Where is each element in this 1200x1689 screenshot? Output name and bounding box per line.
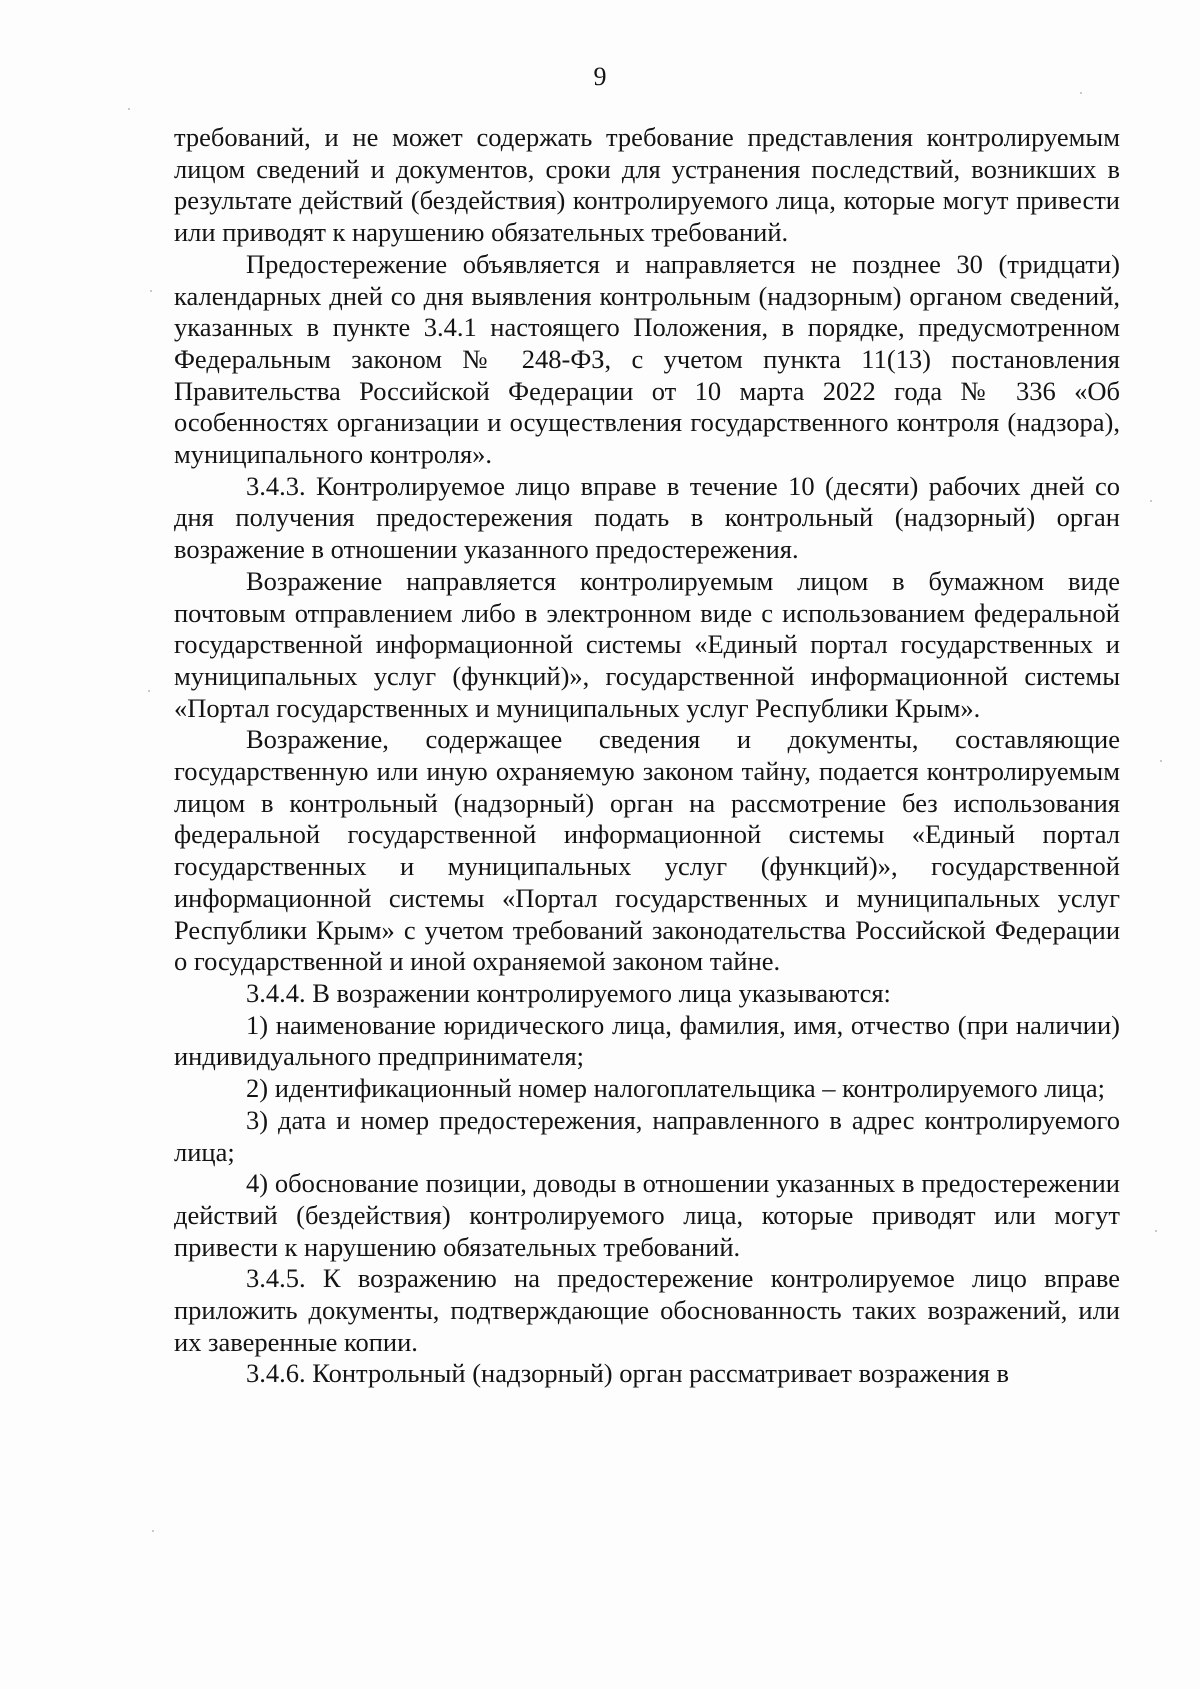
scan-speck (128, 108, 130, 110)
scan-speck (152, 1530, 154, 1532)
paragraph: 3.4.5. К возражению на предостережение контролируемое лицо вправе приложить документы, подтверждающие обоснованность таких возражений, или их заверенные копии. (174, 1263, 1120, 1357)
paragraph: 3.4.6. Контрольный (надзорный) орган рассматривает возражения в (246, 1358, 1010, 1389)
scan-speck (148, 690, 150, 692)
paragraph: 3.4.3. Контролируемое лицо вправе в течение 10 (десяти) рабочих дней со дня получения предостережения подать в контрольный (надзорный) орган возражение в отношении указанного предостережения. (174, 470, 1120, 565)
scan-speck (150, 290, 152, 292)
scan-speck (1080, 92, 1082, 94)
paragraph: требований, и не может содержать требование представления контролируемым лицом сведений и документов, сроки для устранения последствий, возникших в результате действий (бездействия) контролируемого лица, которые могут привести или приводят к нарушению обязательных требований. (174, 122, 1120, 248)
document-body (174, 122, 1120, 1390)
list-item: 4) обоснование позиции, доводы в отношении указанных в предостережении действий (бездействия) контролируемого лица, которые приводят или могут привести к нарушению обязательных требований. (174, 1168, 1120, 1262)
page-number: 9 (593, 62, 607, 91)
scan-speck (1160, 760, 1162, 762)
list-item: 3) дата и номер предостережения, направленного в адрес контролируемого лица; (174, 1104, 1120, 1167)
scan-speck (1155, 1230, 1157, 1232)
paragraph: Предостережение объявляется и направляется не позднее 30 (тридцати) календарных дней со дня выявления контрольным (надзорным) органом сведений, указанных в пункте 3.4.1 настоящего Положения, в порядке, предусмотренном Федеральным законом № 248-ФЗ, с учетом пункта 11(13) постановления Правительства Российской Федерации от 10 марта 2022 года № 336 «Об особенностях организации и осуществления государственного контроля (надзора), муниципального контроля». (174, 248, 1120, 470)
list-item: 2) идентификационный номер налогоплательщика – контролируемого лица; (246, 1073, 1105, 1104)
paragraph: 3.4.4. В возражении контролируемого лица указываются: (246, 977, 891, 1008)
paragraph: Возражение, содержащее сведения и документы, составляющие государственную или иную охраняемую законом тайну, подается контролируемым лицом в контрольный (надзорный) орган на рассмотрение без использования федеральной государственной информационной системы «Единый портал государственных и муниципальных услуг (функций)», государственной информационной системы «Портал государственных и муниципальных услуг Республики Крым» с учетом требований законодательства Российской Федерации о государственной и иной охраняемой законом тайне. (174, 724, 1120, 977)
paragraph: Возражение направляется контролируемым лицом в бумажном виде почтовым отправлением либо в электронном виде с использованием федеральной государственной информационной системы «Единый портал государственных и муниципальных услуг (функций)», государственной информационной системы «Портал государственных и муниципальных услуг Республики Крым». (174, 565, 1120, 723)
scan-speck (1150, 500, 1152, 502)
list-item: 1) наименование юридического лица, фамилия, имя, отчество (при наличии) индивидуального предпринимателя; (174, 1009, 1120, 1072)
